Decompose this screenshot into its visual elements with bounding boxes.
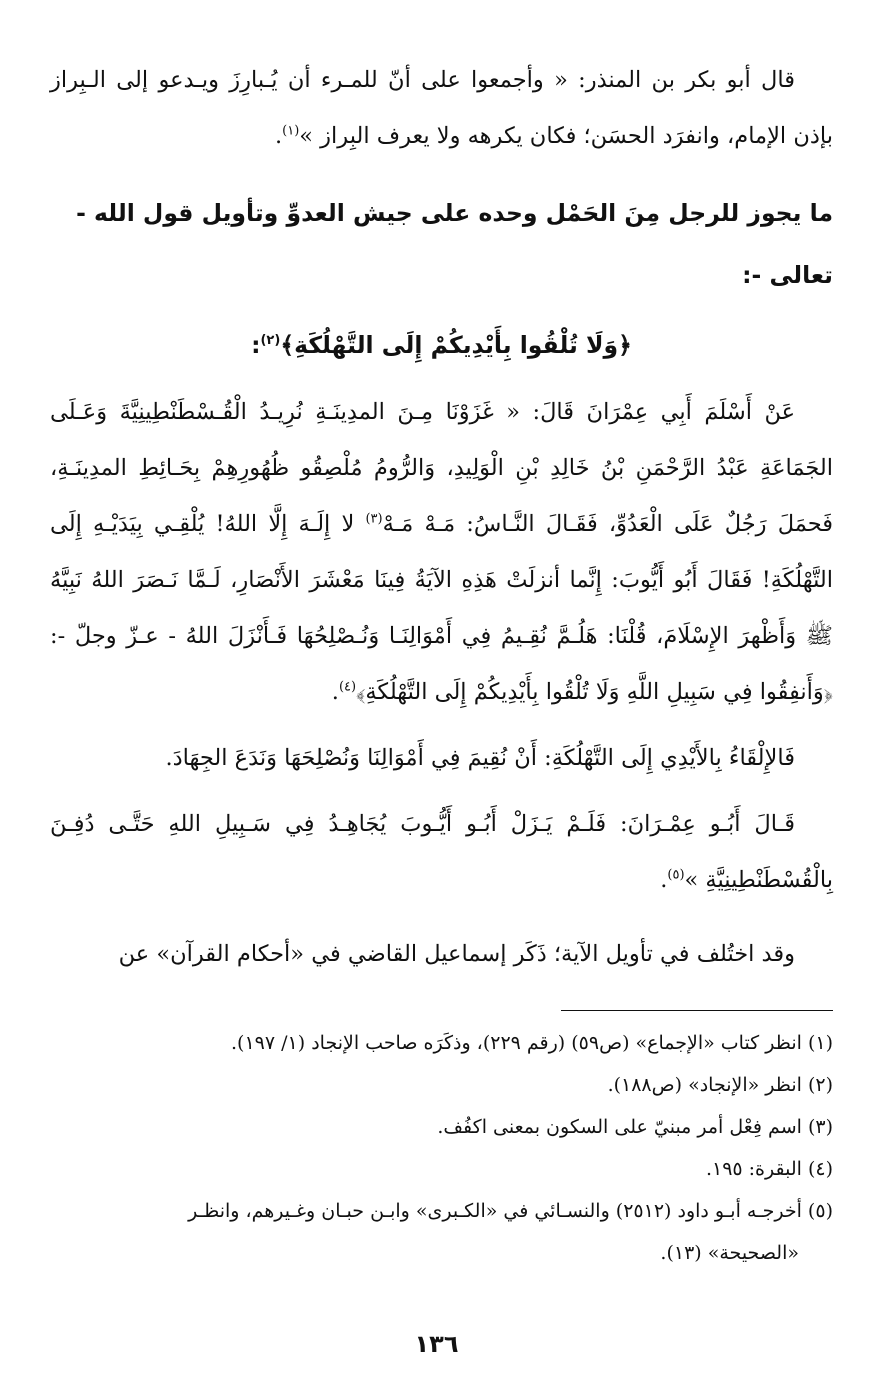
footnote-5-continued: «الصحيحة» (١٣). — [660, 1242, 799, 1264]
page-number: ١٣٦ — [414, 1330, 459, 1358]
footnote-ref: (٣) — [365, 511, 383, 527]
section-heading: ما يجوز للرجل مِنَ الحَمْل وحده على جيش العدوِّ وتأويل قول الله - تعالى -: — [76, 199, 833, 289]
footnote-1: (١) انظر كتاب «الإجماع» (ص٥٩) (رقم ٢٢٩)، وذكَرَه صاحب الإنجاد (١/ ١٩٧). — [231, 1032, 833, 1054]
main-text — [50, 52, 833, 982]
footnote-ref: (٥) — [667, 867, 685, 883]
footnote-3: (٣) اسم فِعْل أمر مبنيّ على السكون بمعنى اكفُف. — [437, 1116, 833, 1138]
paragraph-explanation: فَالإِلْقَاءُ بِالأَيْدِي إِلَى التَّهْلُكَةِ: أَنْ نُقِيمَ فِي أَمْوَالِنَا وَنُصْلِحَهَا وَنَدَعَ الجِهَادَ. — [165, 745, 795, 771]
paragraph-hadith — [50, 384, 833, 720]
section-heading-verse — [50, 314, 833, 376]
hadith-text-continued: لا إِلَـهَ إِلَّا اللهُ! يُلْقِـي بِيَدَيْـهِ إِلَى التَّهْلُكَةِ! فَقَالَ أَبُو أَيُّوبَ: إِنَّما أنزلَتْ هَذِهِ الآيَةُ فِينَا مَعْشَرَ الأَنْصَارِ، لَـمَّا نَـصَرَ اللهُ نَبِيَّهُ ﷺ وَأَظْهرَ الإِسْلَامَ، قُلْنَا: هَلُـمَّ نُقِـيمُ فِي أَمْوَالِنَـا وَنُـصْلِحُهَا فَـأَنْزَلَ اللهُ - عـزّ وجلّ -: ﴿وَأَنفِقُوا فِي سَبِيلِ اللَّهِ وَلَا تُلْقُوا بِأَيْدِيكُمْ إِلَى التَّهْلُكَةِ﴾ — [50, 511, 833, 705]
footnotes — [56, 1022, 833, 1274]
footnote-ref: (٤) — [338, 679, 357, 695]
heading-end: : — [251, 331, 261, 359]
footnote-ref: (٢) — [260, 333, 281, 349]
paragraph-text: قال أبو بكر بن المنذر: « وأجمعوا على أنّ للمـرء أن يُـبارِزَ ويـدعو إلى الـبِراز بإذن الإمام، وانفرَد الحسَن؛ فكان يكرهه ولا يعرف البِراز » — [50, 67, 833, 149]
footnote-2: (٢) انظر «الإنجاد» (ص١٨٨). — [607, 1074, 833, 1096]
paragraph-ismail-qadi: وقد اختُلف في تأويل الآية؛ ذَكَر إسماعيل القاضي في «أحكام القرآن» عن — [118, 941, 795, 967]
hadith-text: عَنْ أَسْلَمَ أَبِي عِمْرَانَ قَالَ: « غَزَوْنَا مِـنَ المدِينَـةِ نُرِيـدُ الْقُـسْطَنْطِينِيَّةَ وَعَـلَى الجَمَاعَةِ عَبْدُ الرَّحْمَنِ بْنُ خَالِدِ بْنِ الْوَلِيدِ، وَالرُّومُ مُلْصِقُو ظُهُورِهِمْ بِحَـائِطِ المدِينَـةِ، فَحمَلَ رَجُلٌ عَلَى الْعَدُوِّ، فَقَـالَ النَّـاسُ: مَـهْ مَـهْ — [50, 399, 834, 537]
paragraph-abu-imran — [50, 796, 833, 908]
footnote-5: (٥) أخرجـه أبـو داود (٢٥١٢) والنسـائي في «الكـبرى» وابـن حبـان وغـيرهم، وانظـر — [188, 1200, 833, 1222]
footnote-4: (٤) البقرة: ١٩٥. — [705, 1158, 833, 1180]
verse-text: ﴿وَلَا تُلْقُوا بِأَيْدِيكُمْ إِلَى التَّهْلُكَةِ﴾ — [280, 331, 632, 359]
footnote-ref: (١) — [282, 123, 300, 139]
paragraph-text: قَـالَ أَبُـو عِمْـرَانَ: فَلَـمْ يَـزَلْ أَبُـو أَيُّـوبَ يُجَاهِـدُ فِي سَـبِيلِ اللهِ حَتَّـى دُفِـنَ بِالْقُسْطَنْطِينِيَّةِ » — [50, 811, 833, 893]
footnote-separator — [561, 1010, 833, 1011]
paragraph-ibn-mundhir — [50, 52, 833, 164]
paragraph-end: . — [660, 867, 668, 893]
paragraph-end: . — [331, 679, 339, 705]
paragraph-end: . — [274, 123, 283, 149]
